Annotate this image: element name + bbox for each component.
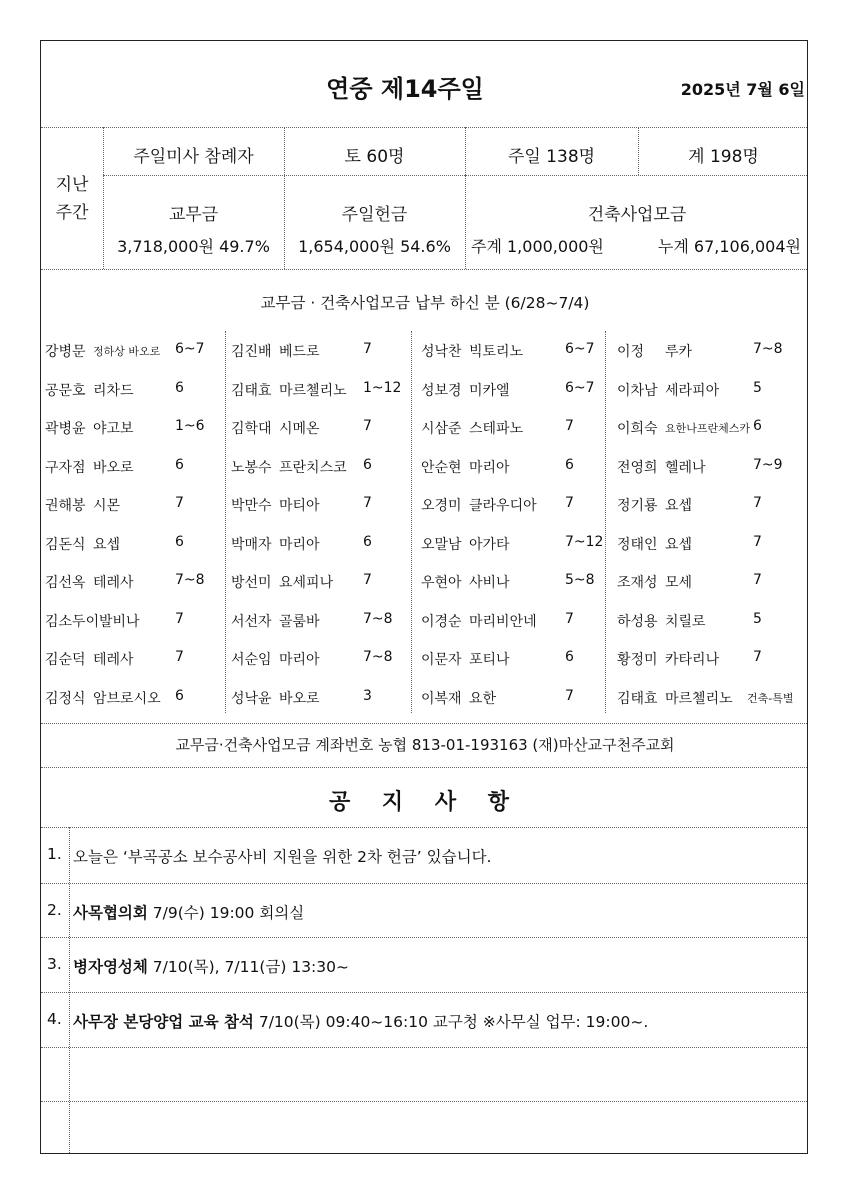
donor-baptismal-name: 바오로 bbox=[279, 690, 320, 707]
donor-baptismal-name: 마리아 bbox=[469, 459, 510, 476]
notice-number: 1. bbox=[47, 845, 62, 863]
donor-baptismal-name: 포티나 bbox=[469, 652, 510, 668]
notice-text: 7/10(목), 7/11(금) 13:30~ bbox=[147, 958, 349, 976]
donor-baptismal-name: 아가타 bbox=[469, 536, 510, 553]
notice-text: 7/10(목) 09:40~16:10 교구청 ※사무실 업무: 19:00~. bbox=[253, 1013, 649, 1031]
notice-text: 7/9(수) 19:00 회의실 bbox=[147, 904, 305, 922]
donor-name: 성낙찬 bbox=[421, 344, 462, 360]
donor-name: 하성용 bbox=[617, 613, 658, 630]
donor-period: 6 bbox=[175, 379, 184, 396]
donor-name: 안순현 bbox=[421, 459, 462, 476]
donor-name: 김진배 bbox=[231, 344, 272, 360]
gyomu-label: 교무금 bbox=[168, 205, 219, 225]
donor-baptismal-name: 요셉 bbox=[93, 536, 121, 553]
donor-period: 7 bbox=[175, 649, 184, 665]
donor-period: 5 bbox=[753, 610, 762, 627]
account-info: 교무금·건축사업모금 계좌번호 농협 813-01-193163 (재)마산교구천주교회 bbox=[175, 736, 675, 754]
donor-period: 7~8 bbox=[175, 572, 205, 588]
notice-content bbox=[73, 845, 492, 867]
donor-baptismal-name: 시메온 bbox=[279, 421, 320, 437]
donor-name: 박만수 bbox=[231, 498, 272, 514]
donor-period: 1~6 bbox=[175, 418, 205, 434]
donor-period: 7 bbox=[363, 418, 372, 434]
donor-period: 7~8 bbox=[753, 341, 783, 357]
notice-bold-title: 사목협의회 bbox=[73, 904, 148, 922]
donor-period: 6 bbox=[753, 418, 762, 434]
divider bbox=[41, 937, 807, 938]
notice-number: 3. bbox=[47, 955, 62, 973]
notice-bold-title: 병자영성체 bbox=[73, 958, 148, 976]
donor-name: 이경순 bbox=[421, 613, 462, 630]
attendance-saturday: 토 60명 bbox=[344, 147, 405, 167]
donor-name: 김태효 bbox=[617, 690, 658, 707]
donor-period: 7 bbox=[363, 495, 372, 511]
donor-baptismal-name: 마리아 bbox=[279, 536, 320, 553]
donor-period: 6~7 bbox=[565, 379, 595, 396]
donor-baptismal-name: 시몬 bbox=[93, 498, 121, 514]
donor-name: 오경미 bbox=[421, 498, 462, 514]
donor-baptismal-name: 스테파노 bbox=[469, 421, 524, 437]
building-total: 누계 67,106,004원 bbox=[657, 237, 801, 256]
donor-name: 이차남 bbox=[617, 382, 658, 399]
donor-name: 조재성 bbox=[617, 575, 658, 591]
divider bbox=[41, 1101, 807, 1102]
notice-text: 오늘은 ‘부곡공소 보수공사비 지원을 위한 2차 헌금’ 있습니다. bbox=[73, 848, 492, 866]
donor-baptismal-name: 요세피나 bbox=[279, 575, 334, 591]
divider bbox=[225, 331, 226, 713]
donor-name: 김소두이 bbox=[45, 613, 100, 630]
building-label: 건축사업모금 bbox=[587, 205, 687, 225]
donor-baptismal-name: 암브로시오 bbox=[93, 690, 161, 707]
donor-name: 성보경 bbox=[421, 382, 462, 399]
donor-baptismal-name: 골룸바 bbox=[279, 613, 320, 630]
donor-period: 6 bbox=[175, 533, 184, 550]
donor-name: 서순임 bbox=[231, 652, 272, 668]
donor-name: 이복재 bbox=[421, 690, 462, 707]
last-week-label-line: 지난 bbox=[55, 175, 89, 195]
donor-name: 정기룡 bbox=[617, 498, 658, 514]
offering-value: 1,654,000원 54.6% bbox=[298, 237, 451, 256]
divider bbox=[69, 827, 70, 1153]
donor-baptismal-name: 야고보 bbox=[93, 421, 134, 437]
donor-name: 권해봉 bbox=[45, 498, 86, 514]
gyomu-value: 3,718,000원 49.7% bbox=[117, 237, 270, 256]
donor-name: 강병문 bbox=[45, 344, 86, 360]
donor-baptismal-name: 정하상 바오로 bbox=[93, 345, 161, 358]
donor-period: 5 bbox=[753, 379, 762, 396]
donor-period: 7 bbox=[175, 610, 184, 627]
donor-baptismal-name: 루카 bbox=[665, 344, 693, 360]
last-week-label-line: 주간 bbox=[55, 203, 89, 223]
donor-baptismal-name: 요한 bbox=[469, 690, 497, 707]
page-title: 연중 제14주일 bbox=[326, 75, 484, 103]
divider bbox=[41, 992, 807, 993]
donor-baptismal-name: 빅토리노 bbox=[469, 344, 524, 360]
divider bbox=[41, 883, 807, 884]
attendance-label: 주일미사 참례자 bbox=[133, 147, 254, 167]
donor-period: 6 bbox=[175, 456, 184, 473]
divider bbox=[411, 331, 412, 713]
donor-period: 7 bbox=[363, 341, 372, 357]
donor-baptismal-name: 테레사 bbox=[93, 575, 134, 591]
divider bbox=[605, 331, 606, 713]
donor-baptismal-name: 미카엘 bbox=[469, 382, 510, 399]
building-week: 주계 1,000,000원 bbox=[471, 237, 604, 256]
donor-name: 김정식 bbox=[45, 690, 86, 707]
donor-period: 7 bbox=[753, 533, 762, 550]
donor-name: 오말남 bbox=[421, 536, 462, 553]
attendance-total: 계 198명 bbox=[688, 147, 759, 167]
donor-period: 7~12 bbox=[565, 533, 604, 550]
last-week-label bbox=[41, 171, 103, 227]
donor-baptismal-name: 모세 bbox=[665, 575, 693, 591]
notice-bold-title: 사무장 본당양업 교육 참석 bbox=[73, 1013, 254, 1031]
divider bbox=[41, 767, 807, 768]
donor-baptismal-name: 요셉 bbox=[665, 536, 693, 553]
donor-period: 7 bbox=[753, 572, 762, 588]
donor-name: 방선미 bbox=[231, 575, 272, 591]
divider bbox=[41, 127, 807, 128]
divider bbox=[41, 1047, 807, 1048]
donor-period: 7 bbox=[175, 495, 184, 511]
donor-baptismal-name: 마르첼리노 bbox=[279, 382, 347, 399]
donor-baptismal-name: 치릴로 bbox=[665, 613, 706, 630]
notice-number: 4. bbox=[47, 1010, 62, 1028]
donor-baptismal-name: 베드로 bbox=[279, 344, 320, 360]
donor-name: 시삼준 bbox=[421, 421, 462, 437]
donor-period: 6 bbox=[175, 687, 184, 704]
divider bbox=[103, 175, 807, 176]
divider bbox=[41, 827, 807, 828]
donor-name: 김돈식 bbox=[45, 536, 86, 553]
donor-baptismal-name: 세라피아 bbox=[665, 382, 720, 399]
donor-baptismal-name: 요한나프란체스카 bbox=[665, 422, 751, 435]
donor-name: 공문호 bbox=[45, 382, 86, 399]
donor-period: 6 bbox=[565, 649, 574, 665]
donor-name: 김학대 bbox=[231, 421, 272, 437]
notices-heading: 공 지 사 항 bbox=[329, 790, 521, 815]
donor-period: 7 bbox=[753, 649, 762, 665]
donor-period: 6~7 bbox=[175, 341, 205, 357]
donor-name: 우현아 bbox=[421, 575, 462, 591]
donor-baptismal-name: 마리아 bbox=[279, 652, 320, 668]
notice-content bbox=[73, 901, 304, 923]
donor-period: 7~8 bbox=[363, 649, 393, 665]
donor-baptismal-name: 리차드 bbox=[93, 382, 134, 399]
notice-content bbox=[73, 955, 349, 977]
donors-heading: 교무금 · 건축사업모금 납부 하신 분 (6/28~7/4) bbox=[260, 294, 590, 312]
donor-name: 서선자 bbox=[231, 613, 272, 630]
notice-content bbox=[73, 1010, 648, 1032]
donor-baptismal-name: 프란치스코 bbox=[279, 459, 347, 476]
donor-name: 구자점 bbox=[45, 459, 86, 476]
donor-baptismal-name: 테레사 bbox=[93, 652, 134, 668]
donor-baptismal-name: 헬레나 bbox=[665, 459, 706, 476]
donor-baptismal-name: 발비나 bbox=[99, 613, 140, 630]
bulletin-frame bbox=[40, 40, 808, 1154]
offering-label: 주일헌금 bbox=[341, 205, 408, 225]
donor-name: 곽병윤 bbox=[45, 421, 86, 437]
donor-name: 김태효 bbox=[231, 382, 272, 399]
donor-baptismal-name: 마르첼리노 bbox=[665, 690, 733, 707]
donor-baptismal-name: 바오로 bbox=[93, 459, 134, 476]
donor-baptismal-name: 카타리나 bbox=[665, 652, 720, 668]
divider bbox=[41, 723, 807, 724]
donor-period: 7 bbox=[565, 687, 574, 704]
bulletin-date: 2025년 7월 6일 bbox=[680, 80, 805, 99]
donor-period: 7 bbox=[363, 572, 372, 588]
donor-period: 6 bbox=[565, 456, 574, 473]
donor-name: 박매자 bbox=[231, 536, 272, 553]
donor-name: 김순덕 bbox=[45, 652, 86, 668]
donor-period: 6 bbox=[363, 533, 372, 550]
donor-baptismal-name: 마티아 bbox=[279, 498, 320, 514]
donor-period: 7~8 bbox=[363, 610, 393, 627]
donor-name: 성낙윤 bbox=[231, 690, 272, 707]
donor-period: 7~9 bbox=[753, 456, 783, 473]
notice-number: 2. bbox=[47, 901, 62, 919]
donor-name: 노봉수 bbox=[231, 459, 272, 476]
donor-period: 7 bbox=[565, 495, 574, 511]
donor-name: 이문자 bbox=[421, 652, 462, 668]
donor-period: 3 bbox=[363, 687, 372, 704]
donor-baptismal-name: 클라우디아 bbox=[469, 498, 537, 514]
donor-name: 김선옥 bbox=[45, 575, 86, 591]
donor-name: 전영희 bbox=[617, 459, 658, 476]
donor-period: 5~8 bbox=[565, 572, 595, 588]
donor-baptismal-name: 요셉 bbox=[665, 498, 693, 514]
donor-name: 이희숙 bbox=[617, 421, 658, 437]
donor-period: 7 bbox=[565, 418, 574, 434]
donor-name: 이정 bbox=[617, 344, 645, 360]
donor-period: 건축-특별 bbox=[747, 691, 794, 705]
divider bbox=[41, 269, 807, 270]
donor-period: 7 bbox=[753, 495, 762, 511]
attendance-sunday: 주일 138명 bbox=[507, 147, 596, 167]
donor-name: 정태인 bbox=[617, 536, 658, 553]
donor-period: 7 bbox=[565, 610, 574, 627]
donor-name: 황정미 bbox=[617, 652, 658, 668]
donor-period: 1~12 bbox=[363, 379, 402, 396]
donor-baptismal-name: 사비나 bbox=[469, 575, 510, 591]
donor-period: 6~7 bbox=[565, 341, 595, 357]
donor-period: 6 bbox=[363, 456, 372, 473]
donor-baptismal-name: 마리비안네 bbox=[469, 613, 537, 630]
